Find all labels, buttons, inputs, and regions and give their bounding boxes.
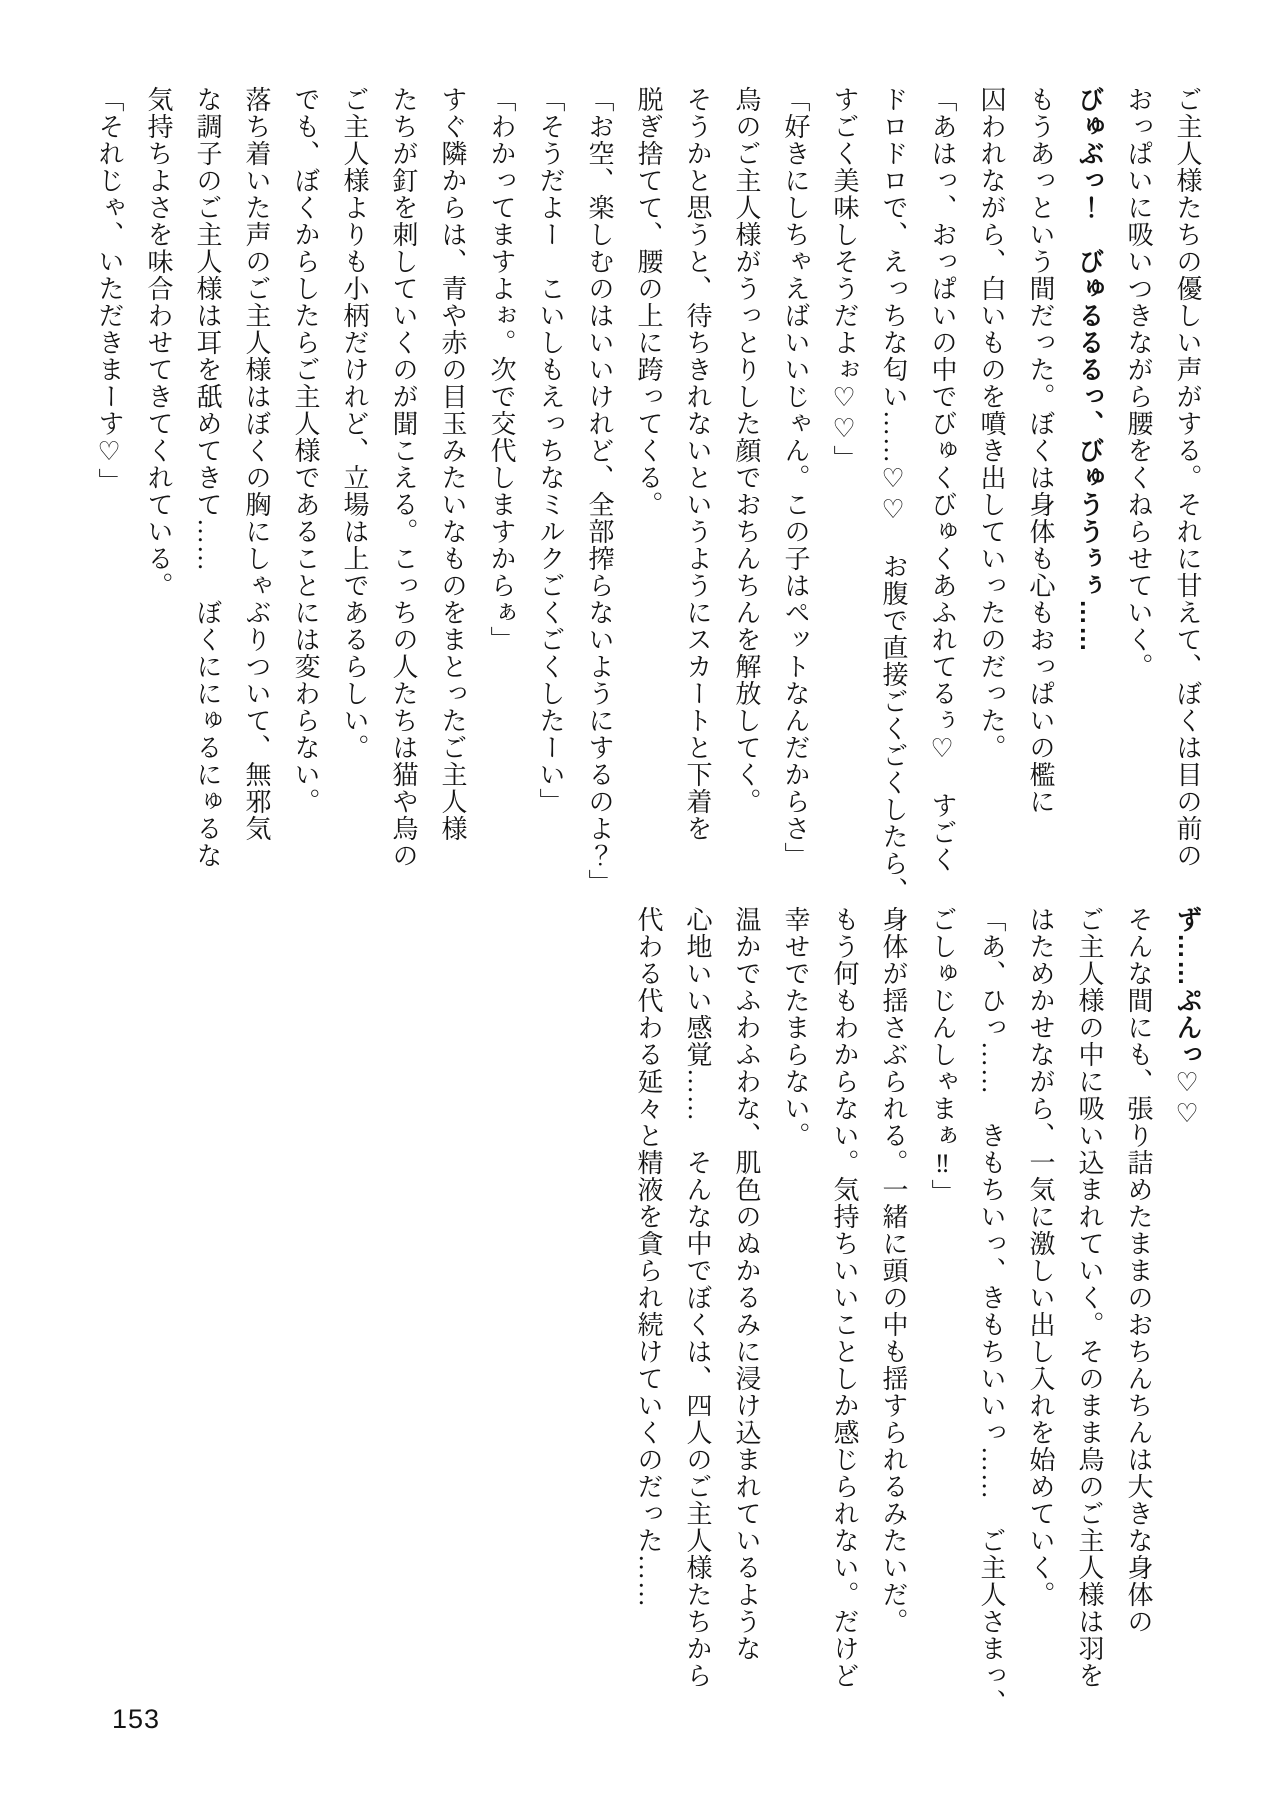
- text-line-emphasis: ず……ぷんっ♡♡: [1173, 906, 1203, 1130]
- text-line: たちが釘を刺していくのが聞こえる。こっちの人たちは猫や烏の: [389, 86, 418, 869]
- text-line: もうあっという間だった。ぼくは身体も心もおっぱいの檻に: [1026, 86, 1055, 815]
- text-line: そうかと思うと、待ちきれないというようにスカートと下着を: [683, 86, 712, 842]
- text-line: 心地いい感覚…… そんな中でぼくは、四人のご主人様たちから: [683, 906, 712, 1689]
- text-line: おっぱいに吸いつきながら腰をくねらせていく。: [1124, 86, 1153, 680]
- text-line-emphasis: びゅぶっ！ びゅるるるっ、びゅううぅぅ……: [1075, 86, 1105, 653]
- text-line: ごしゅじんしゃまぁ‼」: [928, 906, 957, 1206]
- text-line: ご主人様の中に吸い込まれていく。そのまま烏のご主人様は羽を: [1075, 906, 1104, 1689]
- text-line: 囚われながら、白いものを噴き出していったのだった。: [977, 86, 1006, 761]
- text-line: 「そうだよー こいしもえっちなミルクごくごくしたーい」: [536, 86, 565, 815]
- text-line: 脱ぎ捨てて、腰の上に跨ってくる。: [634, 86, 663, 518]
- text-line: 「お空、楽しむのはいいけれど、全部搾らないようにするのよ？」: [585, 86, 614, 896]
- text-line: すごく美味しそうだよぉ♡♡」: [830, 86, 859, 472]
- text-line: 「好きにしちゃえばいいじゃん。この子はペットなんだからさ」: [781, 86, 810, 869]
- text-line: はためかせながら、一気に激しい出し入れを始めていく。: [1026, 906, 1055, 1608]
- text-line: ドロドロで、えっちな匂い……♡♡ お腹で直接ごくごくしたら、: [879, 86, 908, 904]
- text-block-bottom: [624, 906, 1212, 1720]
- text-line: ご主人様たちの優しい声がする。それに甘えて、ぼくは目の前の: [1173, 86, 1202, 869]
- text-line: 気持ちよさを味合わせてきてくれている。: [144, 86, 173, 599]
- text-line: 幸せでたまらない。: [781, 906, 810, 1149]
- text-line: 「あはっ、おっぱいの中でびゅくびゅくあふれてるぅ♡ すごく: [928, 86, 957, 873]
- text-block-top: [85, 86, 1212, 904]
- text-line: 落ち着いた声のご主人様はぼくの胸にしゃぶりついて、無邪気: [242, 86, 271, 842]
- text-line: な調子のご主人様は耳を舐めてきて…… ぼくににゅるにゅるな: [193, 86, 222, 869]
- text-line: 「わかってますよぉ。次で交代しますからぁ」: [487, 86, 516, 653]
- text-line: でも、ぼくからしたらご主人様であることには変わらない。: [291, 86, 320, 815]
- text-line: 「それじゃ、いただきまーす♡」: [95, 86, 124, 495]
- text-line: すぐ隣からは、青や赤の目玉みたいなものをまとったご主人様: [438, 86, 467, 842]
- text-line: もう何もわからない。気持ちいいことしか感じられない。だけど: [830, 906, 859, 1689]
- text-line: 烏のご主人様がうっとりした顔でおちんちんを解放してく。: [732, 86, 761, 815]
- page-number: 153: [112, 1704, 161, 1734]
- text-line: 代わる代わる延々と精液を貪られ続けていくのだった……: [634, 906, 663, 1608]
- text-line: そんな間にも、張り詰めたままのおちんちんは大きな身体の: [1124, 906, 1153, 1635]
- text-line: 身体が揺さぶられる。一緒に頭の中も揺すられるみたいだ。: [879, 906, 908, 1635]
- text-line: 「あ、ひっ…… きもちいっ、きもちいいっ…… ご主人さまっ、: [977, 906, 1006, 1716]
- text-line: ご主人様よりも小柄だけれど、立場は上であるらしい。: [340, 86, 369, 761]
- text-line: 温かでふわふわな、肌色のぬかるみに浸け込まれているような: [732, 906, 761, 1662]
